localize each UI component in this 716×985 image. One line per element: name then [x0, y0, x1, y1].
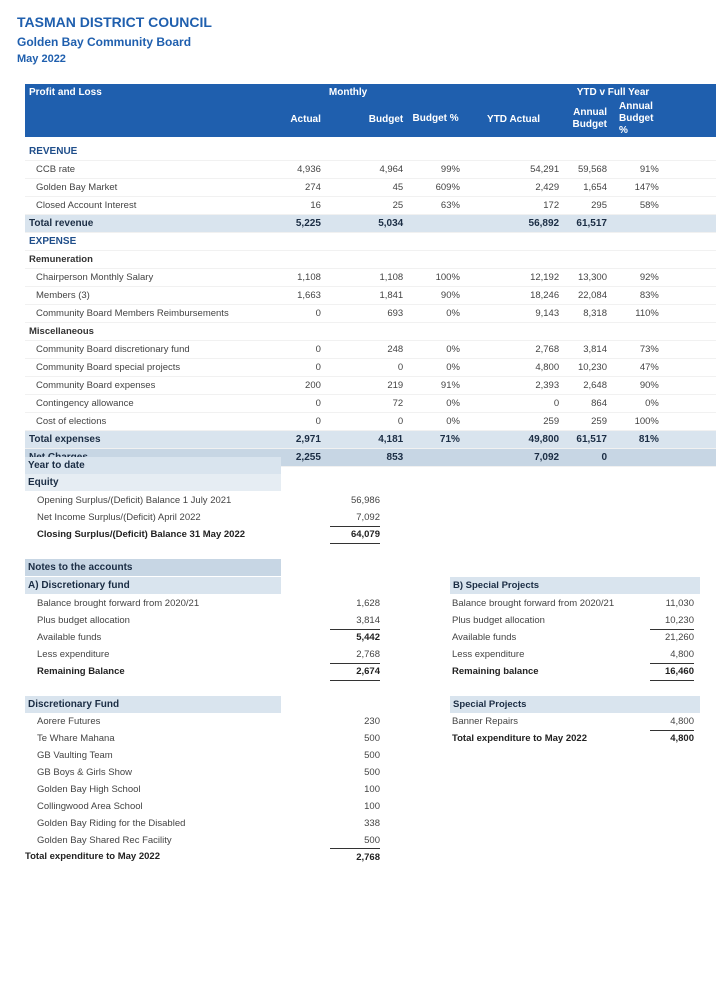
cell-budget: 219: [325, 377, 407, 395]
cell-annual: 295: [563, 197, 611, 215]
cell-budget: 4,181: [325, 431, 407, 449]
cell-budget: 45: [325, 179, 407, 197]
pl-line-row: [25, 287, 716, 305]
cell-annual: 8,318: [563, 305, 611, 323]
ytd-opening-label: Opening Surplus/(Deficit) Balance 1 July 2021: [37, 495, 232, 506]
pl-line-row: [25, 359, 716, 377]
cell-budget-pct: 100%: [407, 269, 464, 287]
special-projects-title: Special Projects: [450, 696, 700, 713]
cell-annual: 259: [563, 413, 611, 431]
cell-ytd: 12,192: [464, 269, 563, 287]
pl-line-row: [25, 341, 716, 359]
expense-section-label: EXPENSE: [25, 233, 716, 251]
disc-total-label: Total expenditure to May 2022: [25, 851, 160, 862]
disc-fund-item-label: Te Whare Mahana: [37, 733, 115, 744]
cell-ytd: 2,393: [464, 377, 563, 395]
cell-budget: 853: [325, 449, 407, 467]
pl-header-row-1: [25, 84, 716, 101]
line-label: CCB rate: [25, 161, 278, 179]
cell-annual-pct: 91%: [611, 161, 663, 179]
cell-actual: 16: [278, 197, 325, 215]
disc-fund-title: Discretionary Fund: [25, 696, 281, 713]
col-ytd-actual: YTD Actual: [464, 101, 563, 137]
cell-budget: 1,841: [325, 287, 407, 305]
disc-fund-item-value: 500: [364, 767, 380, 778]
ytd-group-header: YTD v Full Year: [563, 84, 663, 101]
total-revenue-row: [25, 215, 716, 233]
cell-annual: 1,654: [563, 179, 611, 197]
cell-annual-pct: [611, 215, 663, 233]
disc-fund-item-value: 230: [364, 716, 380, 727]
cell-ytd: 2,429: [464, 179, 563, 197]
cell-budget: 693: [325, 305, 407, 323]
cell-annual: 10,230: [563, 359, 611, 377]
pl-line-row: [25, 305, 716, 323]
sp-item-label: Banner Repairs: [452, 716, 519, 727]
cell-annual: 3,814: [563, 341, 611, 359]
line-label: Closed Account Interest: [25, 197, 278, 215]
cell-budget: 0: [325, 359, 407, 377]
cell-budget-pct: 0%: [407, 359, 464, 377]
cell-actual: 0: [278, 413, 325, 431]
sp-item-value: 4,800: [650, 713, 694, 731]
cell-annual: 864: [563, 395, 611, 413]
miscellaneous-label: Miscellaneous: [25, 323, 716, 341]
notes-b-value: 10,230: [650, 612, 694, 630]
total-expenses-label: Total expenses: [25, 431, 278, 449]
pl-line-row: [25, 269, 716, 287]
remuneration-label: Remuneration: [25, 251, 716, 269]
cell-ytd: 9,143: [464, 305, 563, 323]
sp-total-value: 4,800: [670, 733, 694, 744]
cell-annual: 61,517: [563, 215, 611, 233]
cell-budget: 72: [325, 395, 407, 413]
disc-fund-item-value: 500: [364, 835, 380, 846]
cell-budget-pct: 0%: [407, 305, 464, 323]
line-label: Community Board expenses: [25, 377, 278, 395]
cell-annual-pct: 47%: [611, 359, 663, 377]
disc-fund-item-label: Golden Bay Shared Rec Facility: [37, 835, 172, 846]
notes-a-label: Plus budget allocation: [37, 615, 130, 626]
cell-budget-pct: 99%: [407, 161, 464, 179]
cell-ytd: 259: [464, 413, 563, 431]
cell-ytd: 0: [464, 395, 563, 413]
cell-budget-pct: 0%: [407, 395, 464, 413]
cell-annual-pct: 58%: [611, 197, 663, 215]
cell-ytd: 2,768: [464, 341, 563, 359]
notes-a-value: 2,674: [330, 663, 380, 681]
notes-b-value: 21,260: [664, 632, 694, 643]
disc-fund-item-label: Collingwood Area School: [37, 801, 143, 812]
cell-actual: 0: [278, 395, 325, 413]
cell-ytd: 49,800: [464, 431, 563, 449]
cell-budget-pct: 609%: [407, 179, 464, 197]
notes-b-title: B) Special Projects: [450, 577, 700, 594]
notes-a-label: Available funds: [37, 632, 102, 643]
col-annual-budget-pct: Annual Budget %: [611, 101, 663, 137]
cell-budget-pct: 91%: [407, 377, 464, 395]
line-label: Golden Bay Market: [25, 179, 278, 197]
line-label: Community Board Members Reimbursements: [25, 305, 278, 323]
cell-budget: 248: [325, 341, 407, 359]
cell-annual-pct: 81%: [611, 431, 663, 449]
sp-total-label: Total expenditure to May 2022: [452, 733, 587, 744]
disc-fund-item-value: 500: [364, 733, 380, 744]
notes-title: Notes to the accounts: [25, 559, 281, 576]
cell-budget-pct: [407, 449, 464, 467]
disc-fund-item-label: Golden Bay Riding for the Disabled: [37, 818, 186, 829]
cell-actual: 1,663: [278, 287, 325, 305]
notes-a-label: Remaining Balance: [37, 666, 125, 677]
revenue-section-label: REVENUE: [25, 143, 716, 161]
pl-line-row: [25, 197, 716, 215]
disc-fund-item-label: GB Vaulting Team: [37, 750, 113, 761]
cell-annual: 22,084: [563, 287, 611, 305]
disc-fund-item-label: GB Boys & Girls Show: [37, 767, 133, 778]
cell-actual: 4,936: [278, 161, 325, 179]
ytd-opening-value: 56,986: [350, 495, 380, 506]
line-label: Cost of elections: [25, 413, 278, 431]
disc-fund-item-value: 100: [364, 784, 380, 795]
cell-budget-pct: 71%: [407, 431, 464, 449]
cell-ytd: 172: [464, 197, 563, 215]
cell-ytd: 56,892: [464, 215, 563, 233]
line-label: Community Board discretionary fund: [25, 341, 278, 359]
ytd-closing-label: Closing Surplus/(Deficit) Balance 31 May 2022: [37, 529, 246, 540]
cell-actual: 2,971: [278, 431, 325, 449]
notes-b-label: Balance brought forward from 2020/21: [452, 598, 615, 609]
cell-budget: 5,034: [325, 215, 407, 233]
board-title: Golden Bay Community Board: [17, 35, 192, 49]
cell-actual: 200: [278, 377, 325, 395]
cell-actual: 0: [278, 341, 325, 359]
col-budget-pct: Budget %: [407, 101, 464, 137]
cell-actual: 274: [278, 179, 325, 197]
pl-line-row: [25, 377, 716, 395]
ytd-closing-value: 64,079: [330, 526, 380, 544]
disc-fund-item-value: 500: [364, 750, 380, 761]
pl-line-row: [25, 395, 716, 413]
total-expenses-row: [25, 431, 716, 449]
cell-annual-pct: 0%: [611, 395, 663, 413]
cell-annual-pct: 83%: [611, 287, 663, 305]
disc-fund-item-label: Golden Bay High School: [37, 784, 141, 795]
notes-a-label: Less expenditure: [37, 649, 110, 660]
notes-b-label: Remaining balance: [452, 666, 539, 677]
cell-annual: 61,517: [563, 431, 611, 449]
cell-annual-pct: 100%: [611, 413, 663, 431]
line-label: Members (3): [25, 287, 278, 305]
cell-budget-pct: 0%: [407, 341, 464, 359]
cell-annual: 0: [563, 449, 611, 467]
cell-budget-pct: 0%: [407, 413, 464, 431]
cell-annual-pct: 73%: [611, 341, 663, 359]
cell-budget-pct: 63%: [407, 197, 464, 215]
cell-ytd: 18,246: [464, 287, 563, 305]
col-annual-budget: Annual Budget: [563, 101, 611, 137]
cell-budget-pct: [407, 215, 464, 233]
profit-loss-table: [25, 84, 716, 467]
line-label: Chairperson Monthly Salary: [25, 269, 278, 287]
cell-annual: 2,648: [563, 377, 611, 395]
total-revenue-label: Total revenue: [25, 215, 278, 233]
cell-budget-pct: 90%: [407, 287, 464, 305]
line-label: Community Board special projects: [25, 359, 278, 377]
cell-annual-pct: 90%: [611, 377, 663, 395]
cell-annual-pct: [611, 449, 663, 467]
equity-label: Equity: [25, 474, 281, 491]
cell-budget: 1,108: [325, 269, 407, 287]
cell-budget: 25: [325, 197, 407, 215]
cell-annual: 13,300: [563, 269, 611, 287]
cell-ytd: 54,291: [464, 161, 563, 179]
col-actual: Actual: [278, 101, 325, 137]
pl-title: Profit and Loss: [25, 84, 278, 101]
ytd-title: Year to date: [25, 457, 281, 474]
cell-ytd: 7,092: [464, 449, 563, 467]
notes-b-label: Available funds: [452, 632, 517, 643]
pl-line-row: [25, 413, 716, 431]
cell-actual: 5,225: [278, 215, 325, 233]
cell-ytd: 4,800: [464, 359, 563, 377]
cell-budget: 0: [325, 413, 407, 431]
pl-line-row: [25, 161, 716, 179]
cell-actual: 2,255: [278, 449, 325, 467]
period-title: May 2022: [17, 53, 66, 65]
notes-b-value: 11,030: [665, 598, 694, 609]
cell-annual: 59,568: [563, 161, 611, 179]
line-label: Contingency allowance: [25, 395, 278, 413]
cell-budget: 4,964: [325, 161, 407, 179]
notes-a-value: 1,628: [356, 598, 380, 609]
cell-actual: 1,108: [278, 269, 325, 287]
disc-fund-item-value: 338: [364, 818, 380, 829]
notes-a-value: 5,442: [356, 632, 380, 643]
cell-annual-pct: 92%: [611, 269, 663, 287]
cell-actual: 0: [278, 305, 325, 323]
council-title: TASMAN DISTRICT COUNCIL: [17, 14, 212, 30]
notes-b-label: Less expenditure: [452, 649, 525, 660]
cell-actual: 0: [278, 359, 325, 377]
disc-fund-item-value: 100: [364, 801, 380, 812]
col-budget: Budget: [325, 101, 407, 137]
pl-header-row-2: [25, 101, 716, 137]
cell-annual-pct: 147%: [611, 179, 663, 197]
notes-a-value: 3,814: [330, 612, 380, 630]
disc-total-value: 2,768: [330, 848, 380, 866]
notes-a-label: Balance brought forward from 2020/21: [37, 598, 200, 609]
notes-b-value: 4,800: [650, 646, 694, 664]
ytd-net-income-label: Net Income Surplus/(Deficit) April 2022: [37, 512, 201, 523]
monthly-group-header: Monthly: [325, 84, 407, 101]
pl-line-row: [25, 179, 716, 197]
cell-annual-pct: 110%: [611, 305, 663, 323]
notes-a-value: 2,768: [330, 646, 380, 664]
ytd-net-income-value: 7,092: [330, 509, 380, 527]
notes-b-value: 16,460: [650, 663, 694, 681]
disc-fund-item-label: Aorere Futures: [37, 716, 101, 727]
notes-a-title: A) Discretionary fund: [25, 577, 281, 594]
notes-b-label: Plus budget allocation: [452, 615, 545, 626]
